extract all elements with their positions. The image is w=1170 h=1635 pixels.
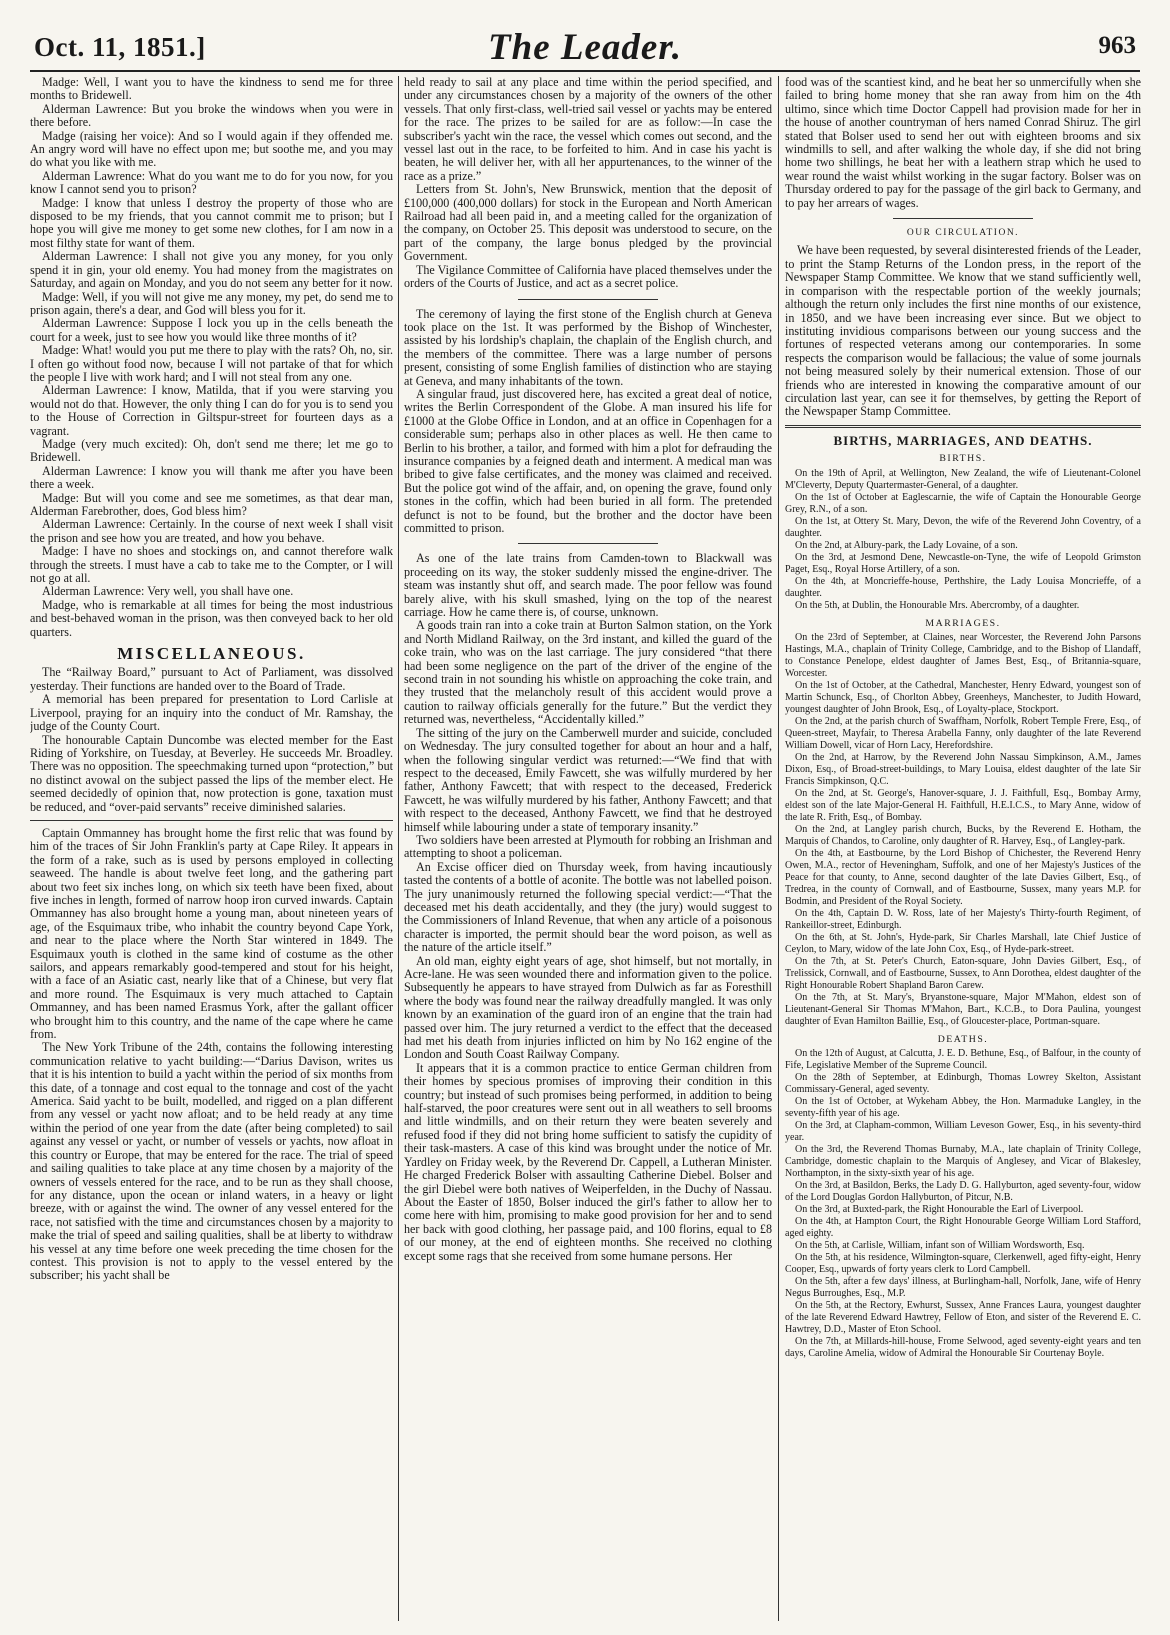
death-notice: On the 12th of August, at Calcutta, J. E. D. Bethune, Esq., of Balfour, in the county of Fife, Legislative Member of the Supreme Council.	[785, 1048, 1141, 1072]
paragraph: Alderman Lawrence: Suppose I lock you up in the cells beneath the court for a week, just to see how you would like three months of it?	[30, 316, 393, 344]
paragraph: held ready to sail at any place and time within the period specified, and under any circumstances chosen by a majority of the owners of the other vessels. That only first-class, well-tried sail vessel or yachts may be entered for the race. The prizes to be sailed for are as follow:—In case the subscriber's yacht win the race, the vessel which comes out second, and the vessel last out in the race, to be forfeited to him. And in case his yacht is beaten, he will deliver her, with all her appurtenances, to the winner of the race as a prize.”	[404, 76, 772, 183]
paragraph: Madge (very much excited): Oh, don't send me there; let me go to Bridewell.	[30, 436, 393, 465]
paragraph: The sitting of the jury on the Camberwell murder and suicide, concluded on Wednesday. The jury consulted together for about an hour and a half, when the following singular verdict was returned:—“We find that with respect to the deceased, Emily Fawcett, she was wilfully murdered by her father, Anthony Fawcett; that with respect to the deceased, Frederick Fawcett, he was wilfully murdered by his father, Anthony Fawcett; and that with respect to the deceased, Anthony Fawcett, we find that he destroyed himself while labouring under a state of temporary insanity.”	[404, 725, 772, 834]
marriage-notice: On the 2nd, at St. George's, Hanover-square, J. J. Faithfull, Esq., Bombay Army, eldest son of the late Major-General H. Faithfull, H.E.I.C.S., to Mary Anne, widow of the late R. Frith, Esq., of Bombay.	[785, 787, 1141, 823]
page-number: 963	[1098, 32, 1136, 59]
paragraph: Madge: But will you come and see me sometimes, as that dear man, Alderman Farebrother, does, God bless him?	[30, 490, 393, 518]
paragraph: Alderman Lawrence: What do you want me to do for you now, for you know I cannot send you to prison?	[30, 168, 393, 197]
column-divider	[398, 76, 399, 1621]
paragraph: An Excise officer died on Thursday week, from having incautiously tasted the contents of a bottle of aconite. The bottle was not labelled poison. The jury unanimously returned the following special verdict:—“That the deceased met his death accidentally, and they (the jury) would suggest to the Commissioners of Inland Revenue, that when any article of a poisonous character is imported, the permit should bear the word poison, as well as the nature of the article itself.”	[404, 859, 772, 955]
column-1	[30, 76, 393, 1624]
birth-notice: On the 1st of October at Eaglescarnie, the wife of Captain the Honourable George Grey, R.N., of a son.	[785, 491, 1141, 515]
paragraph: Madge: Well, I want you to have the kindness to send me for three months to Bridewell.	[30, 76, 393, 103]
section-heading-miscellaneous: MISCELLANEOUS.	[117, 644, 306, 664]
death-notice: On the 5th, at Carlisle, William, infant son of William Wordsworth, Esq.	[795, 1240, 1085, 1252]
paragraph: A goods train ran into a coke train at Burton Salmon station, on the York and North Midland Railway, on the 3rd instant, and killed the guard of the coke train, who was on the last carriage. The jury considered “that there had been some negligence on the part of the driver of the engine of the second train in not sounding his whistle on approaching the coke train, and they trusted that the melancholy result of this accident would prove a caution to railway officials generally for the future.” But the verdict they returned was, nevertheless, “Accidentally killed.”	[404, 618, 772, 727]
paragraph: It appears that it is a common practice to entice German children from their homes by specious promises of improving their condition in this country; but instead of such promises being performed, in addition to being half-starved, the poor creatures were sent out in all weathers to sell brooms and little windmills, and on their return they were beaten severely and refused food if they did not bring home sufficient to satisfy the cupidity of their task-masters. A case of this kind was brought under the notice of Mr. Yardley on Friday week, by the Reverend Dr. Cappell, a Lutheran Minister. He charged Frederick Bolser with assaulting Catherine Diebel. Bolser and the girl Diebel were both natives of Weiperfelden, in the Duchy of Nassau. About the Easter of 1850, Bolser induced the girl's father to allow her to come here with him, promising to make good provision for her and to send her back with good clothing, her passage paid, and 100 florins, equal to £8 of our money, at the end of eighteen months. She received no clothing except some rags that she received from some humane persons. Her	[404, 1060, 772, 1263]
paragraph: Alderman Lawrence: I shall not give you any money, for you only spend it in gin, your old enemy. You had money from the magistrates on Saturday, and again on Monday, and you do not seem any better for it now.	[30, 249, 393, 291]
paragraph: As one of the late trains from Camden-town to Blackwall was proceeding on its way, the stoker suddenly missed the engine-driver. The steam was instantly shut off, and search made. The poor fellow was found barely alive, with his skull smashed, lying on the top of the nearest carriage. How he came there is, of course, unknown.	[404, 551, 772, 620]
paragraph: Captain Ommanney has brought home the first relic that was found by him of the traces of Sir John Franklin's party at Cape Riley. It appears in the form of a rake, such as is used by persons employed in collecting seaweed. The handle is about twelve feet long, and the gathering part about two feet six inches long, on which six teeth have been fixed, about five inches in length, formed of narrow hoop iron curved inwards. Captain Ommanney has also brought home a young man, about nineteen years of age, of the Esquimaux tribe, who inhabit the country beyond Cape York, and near to the place where the North Star wintered in 1849. The Esquimaux youth is clothed in the same kind of costume as the other sailors, and appears remarkably good-tempered and stout for his height, with a face of an Asiatic cast, nearly like that of a Chinese, but very flat and more round. The Esquimaux is very much attached to Captain Ommanney, and has been named Erasmus York, after the gallant officer who brought him to this country, and the name of the cape where he came from.	[30, 825, 393, 1042]
paragraph: Alderman Lawrence: I know, Matilda, that if you were starving you would not do that. However, the only thing I can do for you is to send you to the House of Correction in Giltspur-street for fourteen days as a vagrant.	[30, 383, 393, 438]
death-notice: On the 3rd, the Reverend Thomas Burnaby, M.A., late chaplain of Trinity College, Cambridge, domestic chaplain to the Marquis of Anglesey, and Vicar of Blakesley, Northampton, in the sixty-sixth year of his age.	[785, 1144, 1141, 1180]
paragraph: Madge: Well, if you will not give me any money, my pet, do send me to prison again, there's a dear, and God will bless you for it.	[30, 289, 393, 317]
marriage-notice: On the 4th, at Eastbourne, by the Lord Bishop of Chichester, the Reverend Henry Owen, M.A., rector of Heveningham, Suffolk, and one of her Majesty's Justices of the Peace for that county, to Anne, second daughter of the late Davies Gilbert, Esq., of Tredrea, in the county of Cornwall, and of Eastbourne, Sussex, many years M.P. for Bodmin, and President of the Royal Society.	[785, 847, 1141, 907]
paragraph: Letters from St. John's, New Brunswick, mention that the deposit of £100,000 (400,000 dollars) for stock in the European and North American Railroad had all been paid in, and a meeting called for the organization of the company, on October 25. This deposit was understood to secure, on the part of the company, the large bonus pledged by the provincial Government.	[404, 182, 772, 264]
madge-dialogue	[30, 76, 393, 639]
birth-notice: On the 1st, at Ottery St. Mary, Devon, the wife of the Reverend John Coventry, of a daughter.	[785, 515, 1141, 539]
marriage-notice: On the 2nd, at the parish church of Swaffham, Norfolk, Robert Temple Frere, Esq., of Queen-street, Mayfair, to Theresa Arabella Fanny, only daughter of the late Reverend William Dowell, vicar of Horn Lacy, Herefordshire.	[785, 715, 1141, 751]
newspaper-title: The Leader.	[488, 27, 682, 68]
column-3	[785, 76, 1141, 1624]
birth-notice: On the 4th, at Moncrieffe-house, Perthshire, the Lady Louisa Moncrieffe, of a daughter.	[785, 575, 1141, 599]
paragraph: An old man, eighty eight years of age, shot himself, but not mortally, in Acre-lane. He was seen wounded there and information given to the police. Subsequently he appears to have strayed from Dulwich as far as Foresthill where the body was found near the railway dreadfully mangled. It was only known by an examination of the guard iron of an engine that the train had passed over him. The jury returned a verdict to the effect that the deceased had met his death from injuries inflicted on him by No 162 engine of the London and South Coast Railway Company.	[404, 953, 772, 1062]
paragraph: Madge (raising her voice): And so I would again if they offended me. An angry word will have no effect upon me; but soothe me, and you may do what you like with me.	[30, 128, 393, 170]
paragraph: Madge: What! would you put me there to play with the rats? Oh, no, sir. I often go without food now, because I will not partake of that for which the people I live with work hard; and I will not steal from any one.	[30, 343, 393, 384]
paragraph: A memorial has been prepared for presentation to Lord Carlisle at Liverpool, praying for an inquiry into the conduct of Mr. Ramshay, the judge of the County Court.	[30, 692, 393, 734]
birth-notice: On the 2nd, at Albury-park, the Lady Lovaine, of a son.	[795, 539, 1018, 551]
paragraph: Madge: I have no shoes and stockings on, and cannot therefore walk through the streets. I must have a cab to take me to the Compter, or I will not go at all.	[30, 544, 393, 586]
divider	[30, 820, 393, 821]
birth-notice: On the 5th, at Dublin, the Honourable Mrs. Abercromby, of a daughter.	[795, 599, 1080, 611]
paragraph: The honourable Captain Duncombe was elected member for the East Riding of Yorkshire, on Tuesday, at Beverley. He succeeds Mr. Broadley. There was no opposition. The speechmaking turned upon “protection,” but no distinct avowal on the subject passed the lips of the member elect. He seemed decidedly of opinion that, now protection is gone, taxation must be reduced, and “over-paid servants” receive diminished salaries.	[30, 732, 393, 814]
divider	[518, 543, 658, 544]
column-divider	[778, 76, 779, 1621]
marriage-notice: On the 2nd, at Harrow, by the Reverend John Nassau Simpkinson, A.M., James Dixon, Esq., of Broad-street-buildings, to Mary Louisa, eldest daughter of the late Sir Francis Simpkinson, Q.C.	[785, 751, 1141, 787]
paragraph: A singular fraud, just discovered here, has excited a great deal of notice, writes the Berlin Correspondent of the Globe. A man insured his life for £1000 at the Globe Office in London, and at an office in Copenhagen for a considerable sum; perhaps also in other places as well. He then came to Berlin to his brother, a tailor, and formed with him a plot for defrauding the insurance companies by a feigned death and interment. A medical man was bribed to give false certificates, and the money was claimed and received. But the police got wind of the affair, and, on opening the grave, found only stones in the coffin, which had been buried in all form. The pretended defunct is not to be found, but the brother and the doctor have been committed to prison.	[404, 386, 772, 535]
death-notice: On the 5th, after a few days' illness, at Burlingham-hall, Norfolk, Jane, wife of Henry Negus Burroughes, Esq., M.P.	[785, 1276, 1141, 1300]
death-notice: On the 3rd, at Basildon, Berks, the Lady D. G. Hallyburton, aged seventy-four, widow of the Lord Douglas Gordon Hallyburton, of Pitcur, N.B.	[785, 1180, 1141, 1204]
paragraph: We have been requested, by several disinterested friends of the Leader, to print the Stamp Returns of the London press, in the report of the Newspaper Stamp Committee. We know that we stand sufficiently well, in comparison with the respectable portion of the weekly journals; although the return only includes the first nine months of our existence, in 1850, and we have been increasing ever since. But we object to instituting invidious comparisons between our young success and the fortunes of respected veterans among our contemporaries. In some respects the comparison would be fallacious; the value of some journals not being measured solely by their numerical extension. Those of our friends who are interested in knowing the comparative amount of our circulation last year, can see it for themselves, by getting the Report of the Newspaper Stamp Committee.	[785, 243, 1141, 419]
issue-date: Oct. 11, 1851.]	[34, 32, 206, 62]
death-notice: On the 7th, at Millards-hill-house, Frome Selwood, aged seventy-eight years and ten days, Caroline Amelia, widow of Admiral the Honourable Sir Courtenay Boyle.	[785, 1336, 1141, 1360]
death-notice: On the 5th, at his residence, Wilmington-square, Clerkenwell, aged fifty-eight, Henry Cooper, Esq., upwards of forty years clerk to Lord Campbell.	[785, 1252, 1141, 1276]
paragraph: Alderman Lawrence: Very well, you shall have one.	[42, 584, 294, 599]
paragraph: Alderman Lawrence: Certainly. In the course of next week I shall visit the prison and see how you are treated, and how you behave.	[30, 517, 393, 545]
birth-notice: On the 3rd, at Jesmond Dene, Newcastle-on-Tyne, the wife of Leopold Grimston Paget, Esq., Royal Horse Artillery, of a son.	[785, 551, 1141, 575]
marriages-heading: MARRIAGES.	[925, 617, 1001, 629]
birth-notice: On the 19th of April, at Wellington, New Zealand, the wife of Lieutenant-Colonel M'Cleverty, Deputy Quartermaster-General, of a daughter.	[785, 467, 1141, 491]
paragraph: Madge: I know that unless I destroy the property of those who are disposed to be my friends, that you cannot commit me to prison; but I hope you will give me money to get some new clothes, for I am now in a most filthy state for want of them.	[30, 195, 393, 250]
paragraph: The Vigilance Committee of California have placed themselves under the orders of the Courts of Justice, and act as a secret police.	[404, 262, 772, 291]
paragraph: Alderman Lawrence: But you broke the windows when you were in there before.	[30, 101, 393, 130]
death-notice: On the 28th of September, at Edinburgh, Thomas Lowrey Skelton, Assistant Commissary-General, aged seventy.	[785, 1072, 1141, 1096]
paragraph: Two soldiers have been arrested at Plymouth for robbing an Irishman and attempting to shoot a policeman.	[404, 832, 772, 861]
paragraph: The New York Tribune of the 24th, contains the following interesting communication relative to yacht building:—“Darius Davison, writes us that it is his intention to build a yacht within the period of six months from this date, of a tonnage and cost equal to the tonnage and cost of the yacht America. Said yacht to be built, modelled, and rigged on a plan different from any vessel or yacht now afloat; and to be held ready at any time within the period of one year from the date (after being completed) to sail against any vessel or yacht, or number of vessels or yachts, now afloat in this country or Europe, that may be entered for the race. The trial of speed and sailing qualities to take place at any time chosen by a majority of the owners of vessels entered for the race, and to be run as they shall choose, for any distance, upon the ocean or inland waters, in a heavy or light breeze, with or against the wind. The owner of any vessel entered for the race, not satisfied with the time and circumstances chosen by a majority to make the trial of speed and sailing qualities, shall be at liberty to withdraw his vessel at any time before one week preceding the time chosen for the contest. This provision is not to apply to the vessel entered by the subscriber; his yacht shall be	[30, 1040, 393, 1283]
paragraph: Alderman Lawrence: I know you will thank me after you have been there a week.	[30, 463, 393, 492]
marriage-notice: On the 23rd of September, at Claines, near Worcester, the Reverend John Parsons Hastings, M.A., chaplain of Trinity College, Cambridge, and to the Bishop of Llandaff, to Constance Penelope, eldest daughter of James Best, Esq., of Britannia-square, Worcester.	[785, 631, 1141, 679]
paragraph: Madge, who is remarkable at all times for being the most industrious and best-behaved woman in the prison, was then conveyed back to her old quarters.	[30, 597, 393, 639]
death-notice: On the 3rd, at Clapham-common, William Leveson Gower, Esq., in his seventy-third year.	[785, 1120, 1141, 1144]
column-2	[404, 76, 772, 1624]
births-heading: BIRTHS.	[939, 453, 987, 465]
death-notice: On the 4th, at Hampton Court, the Right Honourable George William Lord Stafford, aged eighty.	[785, 1216, 1141, 1240]
section-heading-circulation: OUR CIRCULATION.	[906, 228, 1020, 239]
deaths-heading: DEATHS.	[937, 1033, 989, 1045]
marriage-notice: On the 7th, at St. Mary's, Bryanstone-square, Major M'Mahon, eldest son of Lieutenant-General Sir Thomas M'Mahon, Bart., K.C.B., to Dora Paulina, youngest daughter of Evan Hamilton Baillie, Esq., of Gloucester-place, Portman-square.	[785, 991, 1141, 1027]
death-notice: On the 1st of October, at Wykeham Abbey, the Hon. Marmaduke Langley, in the seventy-fifth year of his age.	[785, 1096, 1141, 1120]
paragraph: food was of the scantiest kind, and he beat her so unmercifully when she failed to bring home money that she ran away from him on the 4th ultimo, since which time Doctor Cappell had provision made for her in the house of another countryman of hers named Conrad Shiruz. The girl stated that Bolser used to send her out with eighteen brooms and six windmills to sell, and after walking the whole day, if she did not bring home two shillings, he beat her with a leathern strap which he used to wear round the waist whilst working in the sugar factory. Bolser was on Thursday ordered to pay for the passage of the girl back to Germany, and to pay her arrears of wages.	[785, 76, 1141, 210]
death-notice: On the 3rd, at Buxted-park, the Right Honourable the Earl of Liverpool.	[795, 1204, 1084, 1216]
divider	[518, 299, 658, 300]
section-heading-bmd: BIRTHS, MARRIAGES, AND DEATHS.	[833, 432, 1093, 448]
death-notice: On the 5th, at the Rectory, Ewhurst, Sussex, Anne Frances Laura, youngest daughter of the late Reverend Edward Hawtrey, Fellow of Eton, and sister of the Reverend E. C. Hawtrey, D.D., Master of Eton School.	[785, 1300, 1141, 1336]
paragraph: The “Railway Board,” pursuant to Act of Parliament, was dissolved yesterday. Their functions are handed over to the Board of Trade.	[30, 665, 393, 693]
paragraph: The ceremony of laying the first stone of the English church at Geneva took place on the 1st. It was performed by the Bishop of Winchester, assisted by his lordship's chaplain, the chaplain of the English church, and the members of the committee. There was a large number of persons present, consisting of some English families of distinction who are staying at Geneva, and many inhabitants of the town.	[404, 306, 772, 388]
marriage-notice: On the 1st of October, at the Cathedral, Manchester, Henry Edward, youngest son of Martin Schunck, Esq., of Chorlton Abbey, Greenheys, Manchester, to Judith Howard, youngest daughter of John Brook, Esq., of Loyalty-place, Stockport.	[785, 679, 1141, 715]
marriage-notice: On the 2nd, at Langley parish church, Bucks, by the Reverend E. Hotham, the Marquis of Chandos, to Caroline, only daughter of R. Harvey, Esq., of Langley-park.	[785, 823, 1141, 847]
divider	[893, 218, 1033, 219]
marriage-notice: On the 6th, at St. John's, Hyde-park, Sir Charles Marshall, late Chief Justice of Ceylon, to Mary, widow of the late John Cox, Esq., of Hyde-park-street.	[785, 931, 1141, 955]
masthead	[30, 22, 1140, 72]
marriage-notice: On the 4th, Captain D. W. Ross, late of her Majesty's Thirty-fourth Regiment, of Rankeillor-street, Edinburgh.	[785, 907, 1141, 931]
marriage-notice: On the 7th, at St. Peter's Church, Eaton-square, John Davies Gilbert, Esq., of Trelissick, Cornwall, and of Eastbourne, Sussex, to Ann Dorothea, eldest daughter of the Right Honourable Robert Shapland Baron Carew.	[785, 955, 1141, 991]
divider	[785, 425, 1141, 428]
